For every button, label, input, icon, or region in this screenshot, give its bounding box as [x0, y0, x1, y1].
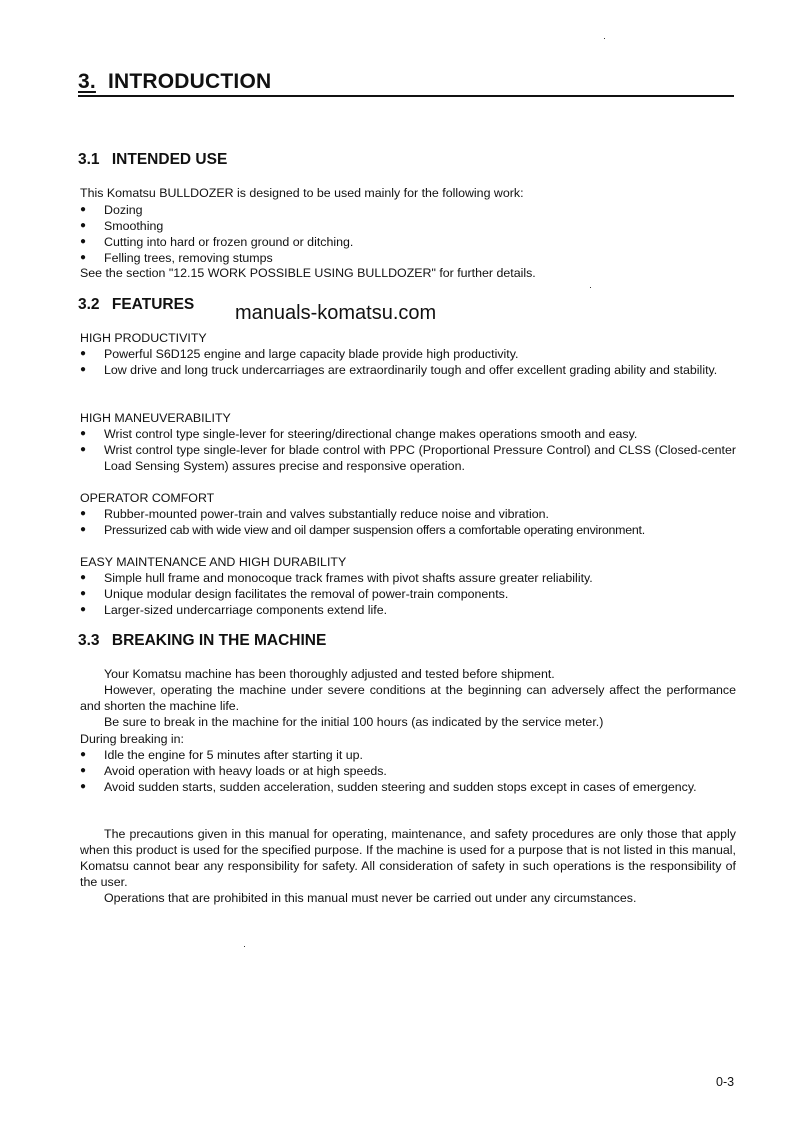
- bullet-icon: ●: [80, 204, 87, 215]
- list-item: ● Smoothing: [80, 219, 164, 233]
- breaking-in-paragraph: Your Komatsu machine has been thoroughly adjusted and tested before shipment.: [104, 667, 555, 681]
- bullet-icon: ●: [80, 524, 87, 535]
- bullet-icon: ●: [80, 604, 87, 615]
- breaking-in-paragraph: Be sure to break in the machine for the initial 100 hours (as indicated by the service meter.): [104, 715, 604, 729]
- breaking-in-paragraph: However, operating the machine under severe conditions at the beginning can adversely affect the performance and shorten the machine life.: [80, 683, 736, 713]
- section-heading-intended-use: [78, 151, 227, 169]
- list-item: ● Wrist control type single-lever for blade control with PPC (Proportional Pressure Control) and CLSS (Closed-center Load Sensing System) assures precise and responsive operation.: [80, 443, 736, 473]
- list-item: ● Low drive and long truck undercarriages are extraordinarily tough and offer excellent grading ability and stability.: [80, 363, 718, 377]
- bullet-icon: ●: [80, 364, 87, 375]
- intended-use-footer: See the section "12.15 WORK POSSIBLE USING BULLDOZER" for further details.: [80, 266, 536, 280]
- list-item: ● Avoid sudden starts, sudden acceleration, sudden steering and sudden stops except in cases of emergency.: [80, 780, 697, 794]
- list-item: ● Dozing: [80, 203, 143, 217]
- list-item: ● Powerful S6D125 engine and large capacity blade provide high productivity.: [80, 347, 519, 361]
- list-item: ● Simple hull frame and monocoque track frames with pivot shafts assure greater reliability.: [80, 571, 593, 585]
- section-title: FEATURES: [111, 296, 195, 313]
- section-title: BREAKING IN THE MACHINE: [111, 632, 327, 649]
- chapter-title: INTRODUCTION: [107, 70, 272, 93]
- list-item: ● Idle the engine for 5 minutes after starting it up.: [80, 748, 363, 762]
- list-item: ● Unique modular design facilitates the removal of power-train components.: [80, 587, 509, 601]
- bullet-icon: ●: [80, 428, 87, 439]
- section-number: 3.3: [78, 632, 100, 649]
- list-item: ● Wrist control type single-lever for steering/directional change makes operations smooth and easy.: [80, 427, 638, 441]
- list-item: ● Rubber-mounted power-train and valves substantially reduce noise and vibration.: [80, 507, 549, 521]
- features-group-heading: HIGH MANEUVERABILITY: [80, 411, 231, 425]
- breaking-in-paragraph: The precautions given in this manual for operating, maintenance, and safety procedures are only those that apply when this product is used for the specified purpose. If the machine is used for a purpose that is not listed in this manual, Komatsu cannot bear any responsibility for safety. All consideration of safety in such operations is the responsibility of the user.: [80, 827, 736, 889]
- section-number: 3.1: [78, 151, 100, 168]
- bullet-icon: ●: [80, 508, 87, 519]
- title-rule: [78, 95, 734, 97]
- section-title: INTENDED USE: [111, 151, 228, 168]
- watermark-text: manuals-komatsu.com: [235, 302, 437, 324]
- list-item: ● Cutting into hard or frozen ground or ditching.: [80, 235, 354, 249]
- list-item: ● Felling trees, removing stumps: [80, 251, 273, 265]
- list-item: ● Larger-sized undercarriage components extend life.: [80, 603, 388, 617]
- features-group-heading: EASY MAINTENANCE AND HIGH DURABILITY: [80, 555, 347, 569]
- bullet-icon: ●: [80, 220, 87, 231]
- scan-speck: [604, 38, 605, 39]
- section-heading-breaking-in: [78, 632, 326, 650]
- section-heading-features: [78, 296, 194, 314]
- list-item: ● Pressurized cab with wide view and oil damper suspension offers a comfortable operating environment.: [80, 523, 645, 537]
- bullet-icon: ●: [80, 444, 87, 455]
- intended-use-intro: This Komatsu BULLDOZER is designed to be used mainly for the following work:: [80, 186, 524, 200]
- page-number: 0-3: [716, 1075, 735, 1089]
- bullet-icon: ●: [80, 572, 87, 583]
- bullet-icon: ●: [80, 765, 87, 776]
- scan-speck: [244, 946, 245, 947]
- bullet-icon: ●: [80, 236, 87, 247]
- chapter-number: 3.: [78, 70, 96, 93]
- bullet-icon: ●: [80, 781, 87, 792]
- breaking-in-paragraph: Operations that are prohibited in this manual must never be carried out under any circumstances.: [104, 891, 637, 905]
- breaking-in-paragraph: During breaking in:: [80, 732, 185, 746]
- bullet-icon: ●: [80, 252, 87, 263]
- bullet-icon: ●: [80, 348, 87, 359]
- features-group-heading: OPERATOR COMFORT: [80, 491, 215, 505]
- page-title: [78, 70, 271, 94]
- scan-speck: [590, 287, 591, 288]
- bullet-icon: ●: [80, 588, 87, 599]
- section-number: 3.2: [78, 296, 100, 313]
- list-item: ● Avoid operation with heavy loads or at high speeds.: [80, 764, 387, 778]
- bullet-icon: ●: [80, 749, 87, 760]
- features-group-heading: HIGH PRODUCTIVITY: [80, 331, 207, 345]
